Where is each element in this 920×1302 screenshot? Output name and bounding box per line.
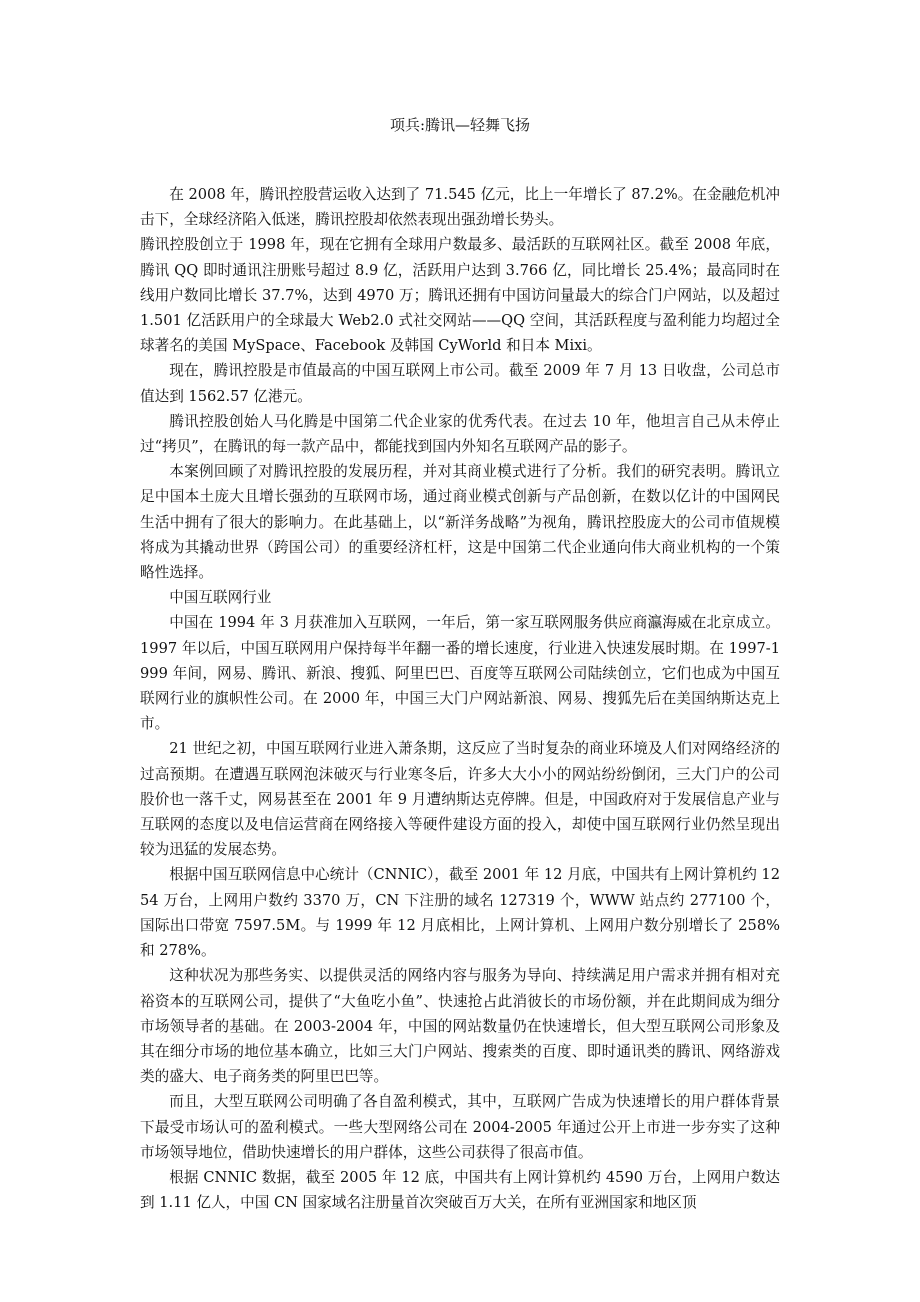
paragraph-founder: 腾讯控股创始人马化腾是中国第二代企业家的优秀代表。在过去 10 年，他坦言自己从未停止过“拷贝”，在腾讯的每一款产品中，都能找到国内外知名互联网产品的影子。 [140, 412, 780, 456]
paragraph-market-value: 现在，腾讯控股是市值最高的中国互联网上市公司。截至 2009 年 7 月 13 日收盘，公司总市值达到 1562.57 亿港元。 [140, 362, 780, 405]
paragraph-profit-models: 而且，大型互联网公司明确了各自盈利模式，其中，互联网广告成为快速增长的用户群体背景下最受市场认可的盈利模式。一些大型网络公司在 2004-2005 年通过公开上市进一步夯实了这种市场领导地位，借助快速增长的用户群体，这些公司获得了很高市值。 [140, 1093, 780, 1161]
document-title: 项兵:腾讯—轻舞飞扬 [389, 116, 531, 134]
paragraph-company-founding: 腾讯控股创立于 1998 年，现在它拥有全球用户数最多、最活跃的互联网社区。截至 2008 年底，腾讯 QQ 即时通讯注册账号超过 8.9 亿，活跃用户达到 3.766 亿，同比增长 25.4%；最高同时在线用户数同比增长 37.7%，达到 4970 万；腾讯还拥有中国访问量最大的综合门户网站，以及超过 1.501 亿活跃用户的全球最大 Web2.0 式社交网站——QQ 空间，其活跃程度与盈利能力均超过全球著名的美国 MySpace、Facebook 及韩国 CyWorld 和日本 Mixi。 [140, 236, 780, 355]
section-heading-industry: 中国互联网行业 [169, 589, 272, 607]
paragraph-market-consolidation: 这种状况为那些务实、以提供灵活的网络内容与服务为导向、持续满足用户需求并拥有相对充裕资本的互联网公司，提供了“大鱼吃小鱼”、快速抢占此消彼长的市场份额，并在此期间成为细分市场领导者的基础。在 2003-2004 年，中国的网站数量仍在快速增长，但大型互联网公司形象及其在细分市场的地位基本确立，比如三大门户网站、搜索类的百度、即时通讯类的腾讯、网络游戏类的盛大、电子商务类的阿里巴巴等。 [140, 967, 780, 1086]
paragraph-downturn: 21 世纪之初，中国互联网行业进入萧条期，这反应了当时复杂的商业环境及人们对网络经济的过高预期。在遭遇互联网泡沫破灭与行业寒冬后，许多大大小小的网站纷纷倒闭，三大门户的公司股价也一落千丈，网易甚至在 2001 年 9 月遭纳斯达克停牌。但是，中国政府对于发展信息产业与互联网的态度以及电信运营商在网络接入等硬件建设方面的投入，却使中国互联网行业仍然呈现出较为迅猛的发展态势。 [140, 740, 780, 859]
paragraph-industry-history: 中国在 1994 年 3 月获准加入互联网，一年后，第一家互联网服务供应商瀛海威在北京成立。1997 年以后，中国互联网用户保持每半年翻一番的增长速度，行业进入快速发展时期。在 1997-1999 年间，网易、腾讯、新浪、搜狐、阿里巴巴、百度等互联网公司陆续创立，它们也成为中国互联网行业的旗帜性公司。在 2000 年，中国三大门户网站新浪、网易、搜狐先后在美国纳斯达克上市。 [140, 614, 780, 733]
paragraph-case-summary: 本案例回顾了对腾讯控股的发展历程，并对其商业模式进行了分析。我们的研究表明。腾讯立足中国本土庞大且增长强劲的互联网市场，通过商业模式创新与产品创新，在数以亿计的中国网民生活中拥有了很大的影响力。在此基础上，以“新洋务战略”为视角，腾讯控股庞大的公司市值规模将成为其撬动世界（跨国公司）的重要经济杠杆，这是中国第二代企业通向伟大商业机构的一个策略性选择。 [140, 463, 780, 582]
paragraph-cnnic-2001: 根据中国互联网信息中心统计（CNNIC），截至 2001 年 12 月底，中国共有上网计算机约 1254 万台，上网用户数约 3370 万，CN 下注册的域名 127319 个，WWW 站点约 277100 个，国际出口带宽 7597.5M。与 1999 年 12 月底相比，上网计算机、上网用户数分别增长了 258%和 278%。 [140, 866, 781, 960]
paragraph-revenue-2008: 在 2008 年，腾讯控股营运收入达到了 71.545 亿元，比上一年增长了 87.2%。在金融危机冲击下，全球经济陷入低迷，腾讯控股却依然表现出强劲增长势头。 [140, 186, 780, 229]
paragraph-cnnic-2005: 根据 CNNIC 数据，截至 2005 年 12 底，中国共有上网计算机约 4590 万台，上网用户数达到 1.11 亿人，中国 CN 国家域名注册量首次突破百万大关，在所有亚洲国家和地区顶 [140, 1168, 780, 1212]
